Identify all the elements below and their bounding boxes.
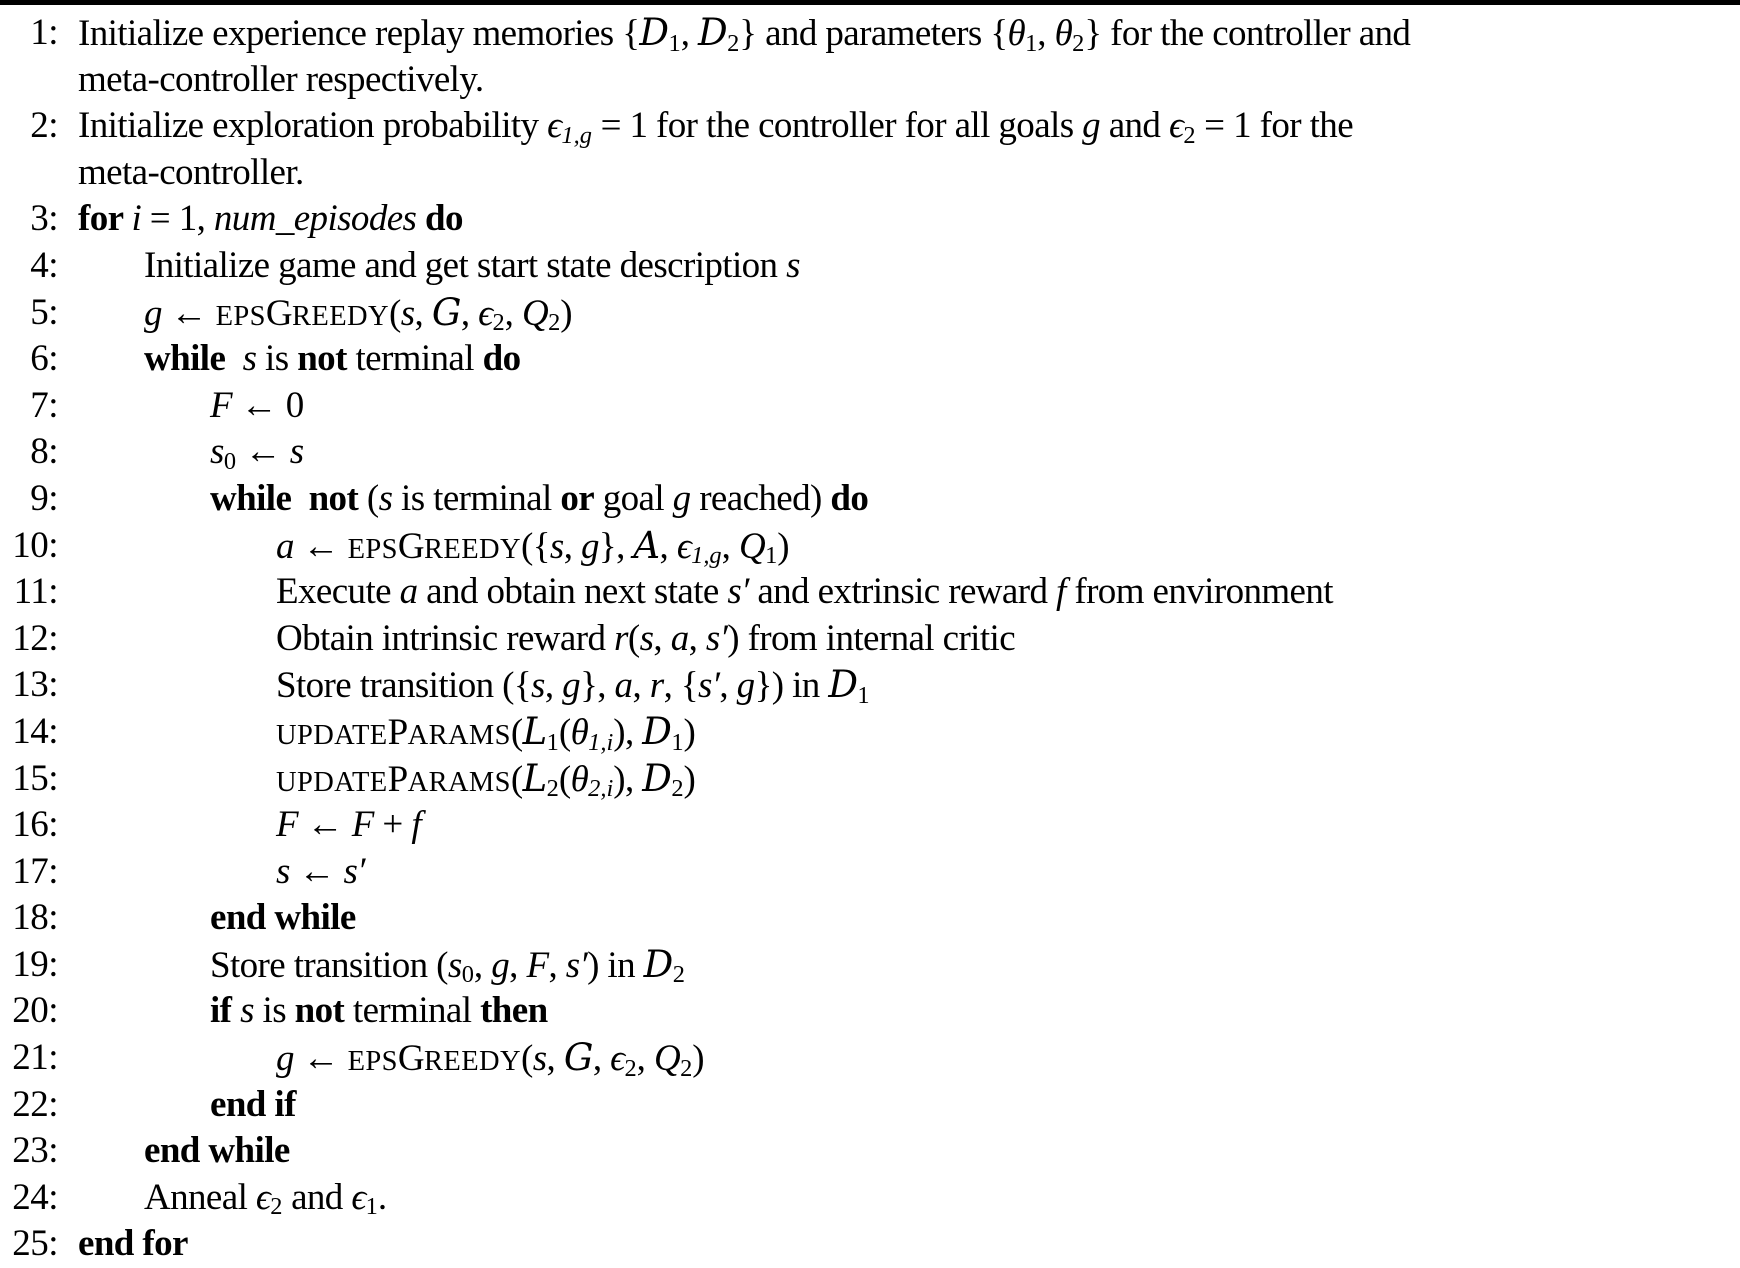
math-variable: s [240, 990, 254, 1032]
text-segment: , [688, 617, 706, 659]
math-variable: a [276, 525, 294, 567]
math-variable: g [672, 477, 691, 519]
line-content [58, 429, 304, 476]
algorithm-line [0, 196, 1740, 243]
line-number: 4: [30, 244, 58, 286]
smallcaps-function-name: EPS [347, 533, 398, 565]
keyword: end for [78, 1223, 188, 1265]
math-variable: s [210, 431, 224, 473]
algorithm-line [0, 988, 1740, 1035]
keyword: do [482, 338, 521, 380]
text-segment: is [253, 990, 295, 1032]
line-content [58, 1035, 704, 1082]
math-variable: s [531, 665, 545, 707]
text-segment: , [504, 292, 522, 334]
math-variable: s [242, 338, 257, 380]
line-content [58, 895, 356, 942]
text-segment: meta-controller respectively. [78, 58, 484, 100]
subscript: 2 [1183, 121, 1196, 149]
math-variable: θ [1007, 13, 1026, 54]
text-segment: Obtain intrinsic reward [276, 617, 615, 659]
text-segment: }, [598, 525, 634, 567]
text-segment: terminal [346, 338, 483, 380]
line-content [58, 476, 868, 523]
text-segment: , [546, 1038, 564, 1080]
keyword: do [830, 477, 869, 519]
subscript: 0 [461, 961, 474, 989]
algorithm-line [0, 1082, 1740, 1129]
text-segment: , [473, 944, 492, 986]
algorithm-line [0, 243, 1740, 290]
text-segment: and extrinsic reward [748, 571, 1057, 613]
text-segment: and obtain next state [417, 571, 728, 613]
algorithm-line [0, 942, 1740, 989]
subscript: 1 [671, 728, 684, 756]
text-segment: ( [520, 1038, 533, 1080]
line-number: 8: [30, 431, 58, 473]
algorithm-line [0, 756, 1740, 803]
line-number: 22: [12, 1083, 58, 1125]
math-variable: s′ [727, 571, 749, 613]
subscript: 1 [668, 29, 681, 57]
smallcaps-function-name: ARAMS [407, 719, 511, 751]
math-variable: s [276, 850, 290, 892]
text-segment: terminal [344, 990, 481, 1032]
math-variable: ϵ [255, 1176, 271, 1218]
text-segment: , [632, 665, 650, 707]
math-variable: g [491, 944, 510, 986]
text-segment: reached) [690, 477, 831, 519]
math-variable: r [649, 665, 664, 707]
algorithm-line [0, 1128, 1740, 1175]
keyword: end while [144, 1130, 290, 1172]
math-variable: s [447, 944, 462, 986]
calligraphic-symbol: D [828, 663, 858, 707]
text-segment: and [282, 1176, 352, 1218]
text-segment: Initialize exploration probability [78, 105, 548, 147]
text-segment: , [592, 1038, 611, 1080]
calligraphic-symbol: D [642, 709, 672, 753]
math-variable: s [400, 292, 415, 334]
math-variable: s [289, 431, 304, 473]
line-number [0, 150, 58, 197]
text-segment: , [653, 617, 671, 659]
subscript: 1 [546, 728, 559, 756]
text-segment: , [509, 944, 527, 986]
text-segment: goal [594, 477, 673, 519]
line-content [58, 849, 365, 896]
algorithm-line [0, 1035, 1740, 1082]
text-segment: , { [663, 665, 699, 707]
line-content [58, 57, 484, 104]
text-segment: ← [293, 1038, 348, 1080]
text-segment: }, [580, 665, 615, 707]
keyword: not [294, 990, 345, 1032]
algorithm-line [0, 290, 1740, 337]
math-variable: g [562, 665, 581, 707]
line-number: 18: [12, 897, 58, 939]
text-segment: ← 0 [232, 384, 304, 426]
text-segment: } and parameters { [739, 13, 1008, 54]
math-variable: i [131, 198, 142, 240]
smallcaps-function-name: EPS [215, 300, 266, 332]
text-segment: from environment [1065, 571, 1333, 613]
math-variable: s [378, 477, 393, 519]
text-segment: , [1037, 13, 1055, 54]
text-segment: ) in [587, 944, 644, 986]
algorithm-line [0, 616, 1740, 663]
algorithm-line [0, 1175, 1740, 1222]
text-segment: ( [558, 758, 571, 800]
subscript: 1,i [588, 728, 614, 756]
algorithm-line [0, 523, 1740, 570]
keyword: if [210, 990, 241, 1032]
smallcaps-function-name: REEDY [424, 533, 521, 565]
text-segment: ) [683, 711, 696, 753]
algorithm-pseudocode [0, 5, 1740, 1268]
subscript: 2 [548, 309, 561, 337]
algorithm-line [0, 429, 1740, 476]
math-variable: g [276, 1038, 294, 1080]
math-variable: s′ [705, 617, 728, 659]
keyword: end if [210, 1083, 296, 1125]
subscript: 0 [223, 447, 237, 475]
math-variable: ϵ [547, 105, 562, 147]
text-segment: , [414, 292, 432, 334]
algorithm-line [0, 336, 1740, 383]
line-number: 19: [12, 943, 58, 985]
line-number: 6: [30, 338, 58, 380]
line-content [58, 196, 463, 243]
algorithm-line [0, 57, 1740, 104]
text-segment: ← [236, 431, 290, 473]
math-variable: s [549, 525, 564, 567]
text-segment: ) [683, 758, 696, 800]
line-content [58, 988, 548, 1035]
algorithm-line [0, 10, 1740, 57]
smallcaps-function-name: REEDY [292, 300, 389, 332]
line-number: 15: [12, 757, 58, 799]
math-variable: num_episodes [213, 198, 417, 240]
text-segment: ( [510, 711, 523, 753]
subscript: 1,g [561, 121, 592, 149]
line-number: 23: [12, 1130, 58, 1172]
math-variable: a [670, 617, 689, 659]
subscript: 1 [365, 1193, 378, 1221]
line-number: 13: [12, 664, 58, 706]
math-variable: ϵ [351, 1176, 366, 1218]
text-segment: P [387, 758, 408, 800]
line-content [58, 383, 304, 430]
text-segment: ) from internal critic [727, 617, 1016, 659]
subscript: 2 [492, 309, 505, 337]
text-segment: Store transition ({ [276, 665, 532, 707]
math-variable: f [411, 804, 421, 846]
line-content [58, 290, 572, 337]
subscript: 2 [671, 775, 684, 803]
math-variable: s [639, 617, 654, 659]
text-segment: , [460, 292, 479, 334]
line-number: 24: [12, 1176, 58, 1218]
smallcaps-function-name: ARAMS [407, 766, 511, 798]
line-content [58, 1082, 296, 1129]
keyword: not [297, 338, 347, 380]
calligraphic-symbol: D [639, 11, 669, 54]
math-variable: Q [653, 1038, 681, 1080]
text-segment: , [721, 525, 739, 567]
math-variable: g [144, 292, 162, 334]
line-content [58, 1175, 387, 1222]
text-segment: ), [613, 758, 643, 800]
algorithm-line [0, 476, 1740, 523]
text-segment: + [373, 804, 412, 846]
text-segment: ( [558, 711, 571, 753]
math-variable: Q [738, 525, 766, 567]
algorithm-line [0, 383, 1740, 430]
keyword: for [78, 198, 132, 240]
algorithm-line [0, 802, 1740, 849]
line-number: 10: [12, 524, 58, 566]
line-content [58, 336, 520, 383]
line-number: 20: [12, 990, 58, 1032]
math-variable: a [614, 665, 633, 707]
line-number: 17: [12, 850, 58, 892]
text-segment: G [265, 292, 293, 334]
line-number [0, 57, 58, 104]
line-number: 3: [30, 198, 58, 240]
line-content [58, 103, 1353, 150]
text-segment: = 1 for the [1195, 105, 1354, 147]
calligraphic-symbol: A [633, 523, 660, 567]
text-segment: , [548, 944, 566, 986]
calligraphic-symbol: G [431, 290, 461, 334]
math-variable: ϵ [676, 525, 692, 567]
line-number: 11: [13, 571, 58, 613]
line-content [58, 243, 800, 290]
calligraphic-symbol: L [522, 756, 547, 800]
text-segment: ← [161, 292, 216, 334]
math-variable: θ [570, 758, 589, 800]
text-segment: ) [777, 525, 790, 567]
line-content [58, 662, 870, 709]
algorithm-line [0, 569, 1740, 616]
math-variable: s′ [698, 665, 720, 707]
text-segment: ← [293, 525, 348, 567]
text-segment: G [397, 1038, 425, 1080]
text-segment: , [544, 665, 563, 707]
text-segment: Store transition ( [210, 944, 448, 986]
math-variable: F [526, 944, 549, 986]
math-variable: F [351, 804, 374, 846]
line-number: 21: [12, 1037, 58, 1079]
text-segment: Anneal [144, 1176, 256, 1218]
text-segment: P [387, 711, 408, 753]
text-segment: is terminal [392, 477, 561, 519]
subscript: 1,g [691, 542, 722, 570]
text-segment: = 1, [141, 198, 214, 240]
subscript: 2 [727, 29, 740, 57]
calligraphic-symbol: G [563, 1036, 593, 1080]
text-segment: ( [388, 292, 401, 334]
text-segment: . [377, 1176, 387, 1218]
subscript: 1 [857, 681, 870, 709]
math-variable: F [276, 804, 299, 846]
math-variable: ϵ [610, 1038, 625, 1080]
line-number: 7: [30, 384, 58, 426]
line-number: 12: [12, 617, 58, 659]
smallcaps-function-name: REEDY [424, 1046, 521, 1078]
line-content [58, 150, 304, 197]
text-segment: , [719, 665, 737, 707]
math-variable: s′ [565, 944, 588, 986]
calligraphic-symbol: D [643, 942, 673, 986]
text-segment: meta-controller. [78, 151, 304, 193]
text-segment: }) in [754, 665, 829, 707]
math-variable: s [532, 1038, 547, 1080]
text-segment: ( [510, 758, 523, 800]
smallcaps-function-name: UPDATE [276, 719, 388, 751]
line-number: 2: [30, 105, 58, 147]
line-content [58, 756, 695, 803]
math-variable: s [786, 244, 800, 286]
math-variable: Q [521, 292, 549, 334]
line-content [58, 1221, 188, 1268]
algorithm-line [0, 1221, 1740, 1268]
text-segment: ) [692, 1038, 705, 1080]
algorithm-line [0, 662, 1740, 709]
text-segment: ({ [520, 525, 550, 567]
subscript: 1 [765, 542, 778, 570]
text-segment: ( [366, 477, 379, 519]
subscript: 1 [1025, 29, 1038, 57]
text-segment: G [397, 525, 425, 567]
subscript: 2 [1072, 29, 1085, 57]
subscript: 2 [672, 961, 685, 989]
text-segment: , [680, 13, 699, 54]
line-content [58, 569, 1333, 616]
line-number: 1: [30, 12, 58, 53]
math-variable: a [399, 571, 418, 613]
line-content [58, 709, 695, 756]
math-variable: ϵ [478, 292, 493, 334]
keyword: then [480, 990, 548, 1032]
subscript: 2 [680, 1054, 693, 1082]
calligraphic-symbol: D [642, 756, 672, 800]
text-segment: ← [298, 804, 352, 846]
text-segment: , [659, 525, 677, 567]
algorithm-line [0, 103, 1740, 150]
algorithm-line [0, 895, 1740, 942]
text-segment: Initialize game and get start state description [144, 244, 787, 286]
line-content [58, 616, 1015, 663]
text-segment: , [636, 1038, 654, 1080]
text-segment: } for the controller and [1084, 13, 1411, 54]
text-segment: is [256, 338, 298, 380]
algorithm-line [0, 849, 1740, 896]
text-segment: and [1100, 105, 1169, 147]
line-content [58, 942, 685, 989]
calligraphic-symbol: D [698, 11, 728, 54]
keyword: while [144, 338, 243, 380]
math-variable: g [736, 665, 755, 707]
keyword: end while [210, 897, 356, 939]
line-content [58, 10, 1410, 57]
algorithm-line [0, 150, 1740, 197]
math-variable: θ [570, 711, 589, 753]
keyword: or [560, 477, 595, 519]
line-content [58, 1128, 290, 1175]
math-variable: g [581, 525, 599, 567]
math-variable: g [1082, 105, 1101, 147]
text-segment: Execute [276, 571, 400, 613]
subscript: 2,i [588, 775, 614, 803]
line-number: 16: [12, 804, 58, 846]
subscript: 2 [270, 1193, 283, 1221]
math-variable: θ [1054, 13, 1073, 54]
text-segment: Initialize experience replay memories { [78, 13, 640, 54]
text-segment: , [563, 525, 581, 567]
algorithm-line [0, 709, 1740, 756]
math-variable: r [614, 617, 628, 659]
text-segment: = 1 for the controller for all goals [591, 105, 1083, 147]
math-variable: F [210, 384, 233, 426]
line-content [58, 802, 421, 849]
keyword: do [416, 198, 463, 240]
calligraphic-symbol: L [522, 709, 547, 753]
line-number: 14: [12, 710, 58, 752]
math-variable: f [1056, 571, 1066, 613]
text-segment: ), [613, 711, 643, 753]
subscript: 2 [624, 1054, 637, 1082]
line-number: 5: [30, 291, 58, 333]
keyword: while not [210, 477, 367, 519]
smallcaps-function-name: EPS [347, 1046, 398, 1078]
line-number: 9: [30, 477, 58, 519]
math-variable: ϵ [1169, 105, 1184, 147]
line-number: 25: [12, 1223, 58, 1265]
subscript: 2 [546, 775, 559, 803]
text-segment: ) [560, 292, 573, 334]
math-variable: s′ [343, 850, 365, 892]
text-segment: ( [627, 617, 640, 659]
line-content [58, 523, 789, 570]
smallcaps-function-name: UPDATE [276, 766, 388, 798]
text-segment: ← [289, 850, 344, 892]
